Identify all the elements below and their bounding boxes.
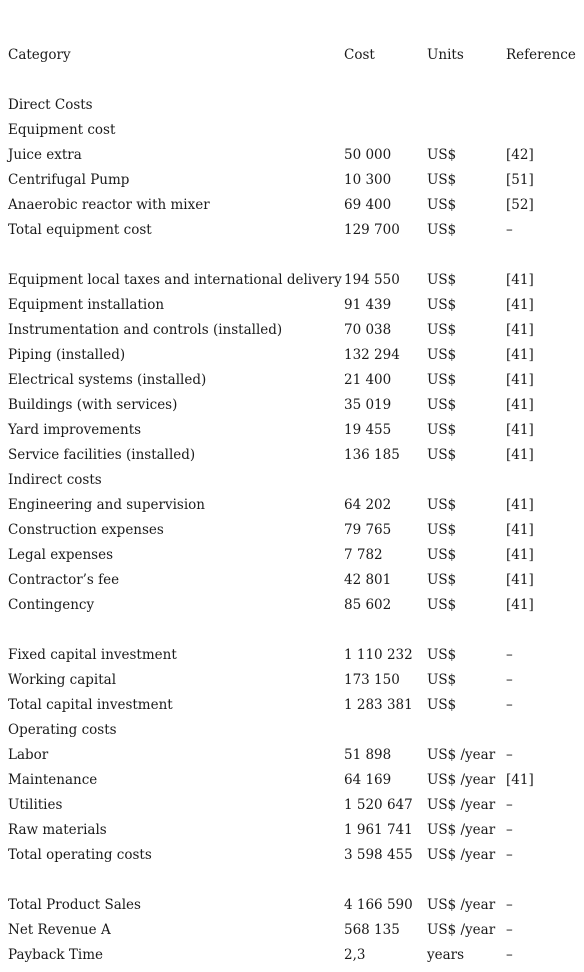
cell-category: Net Revenue A (8, 922, 111, 938)
cell-category: Instrumentation and controls (installed) (8, 322, 283, 338)
cell-reference: [42] (506, 147, 534, 163)
cell-reference: [41] (506, 397, 534, 413)
cell-units: US$ (427, 172, 457, 188)
table-row (8, 393, 580, 418)
cell-reference: – (506, 747, 513, 763)
cell-cost: 85 602 (344, 597, 392, 613)
table-row (8, 118, 580, 143)
header-reference: Reference (506, 47, 576, 63)
cell-category: Total capital investment (8, 697, 173, 713)
cell-reference (506, 243, 580, 268)
cell-cost: 91 439 (344, 297, 392, 313)
cell-category: Construction expenses (8, 522, 164, 538)
cell-category: Working capital (8, 672, 117, 688)
cell-category: Direct Costs (8, 97, 93, 113)
cell-reference: [51] (506, 172, 534, 188)
cell-category: Utilities (8, 797, 63, 813)
cell-cost: 69 400 (344, 197, 392, 213)
cell-category: Anaerobic reactor with mixer (8, 197, 210, 213)
cell-units: US$ /year (427, 847, 496, 863)
cell-category: Payback Time (8, 947, 103, 963)
cell-reference: [41] (506, 372, 534, 388)
cell-reference: – (506, 797, 513, 813)
cell-cost: 1 283 381 (344, 697, 413, 713)
cell-units: US$ (427, 647, 457, 663)
cell-category (8, 243, 344, 268)
cell-cost: 19 455 (344, 422, 392, 438)
cell-category: Indirect costs (8, 472, 102, 488)
cell-cost: 7 782 (344, 547, 383, 563)
cell-cost: 42 801 (344, 572, 392, 588)
cell-cost (344, 118, 427, 143)
cell-reference: [41] (506, 522, 534, 538)
cell-units: US$ (427, 497, 457, 513)
cell-cost: 173 150 (344, 672, 400, 688)
table-row (8, 868, 580, 893)
cell-cost (344, 718, 427, 743)
cell-category: Total equipment cost (8, 222, 152, 238)
cost-table (8, 43, 580, 968)
cell-reference: [52] (506, 197, 534, 213)
cell-reference: – (506, 647, 513, 663)
cell-category: Contingency (8, 597, 95, 613)
cell-category: Fixed capital investment (8, 647, 177, 663)
table-row (8, 318, 580, 343)
table-body (8, 68, 580, 968)
cell-cost: 1 520 647 (344, 797, 413, 813)
cell-cost (344, 68, 427, 93)
cell-category: Equipment installation (8, 297, 165, 313)
cell-units: US$ (427, 597, 457, 613)
cell-category: Equipment cost (8, 122, 116, 138)
cell-reference (506, 118, 580, 143)
cell-units (427, 468, 506, 493)
cell-cost (344, 93, 427, 118)
cell-units: US$ (427, 522, 457, 538)
cell-units: US$ /year (427, 797, 496, 813)
cell-units (427, 118, 506, 143)
table-row (8, 218, 580, 243)
cell-reference (506, 68, 580, 93)
cell-cost: 21 400 (344, 372, 392, 388)
cell-cost: 136 185 (344, 447, 400, 463)
cell-cost: 568 135 (344, 922, 400, 938)
cell-units: US$ (427, 372, 457, 388)
cell-reference: [41] (506, 597, 534, 613)
cell-cost: 129 700 (344, 222, 400, 238)
cell-category: Buildings (with services) (8, 397, 178, 413)
cell-units (427, 243, 506, 268)
cell-cost: 51 898 (344, 747, 392, 763)
header-row (8, 43, 580, 68)
cell-category: Raw materials (8, 822, 107, 838)
table-row (8, 793, 580, 818)
table-row (8, 943, 580, 968)
table-row (8, 743, 580, 768)
cell-cost: 1 110 232 (344, 647, 413, 663)
table-row (8, 768, 580, 793)
cell-reference: – (506, 822, 513, 838)
header-units: Units (427, 47, 464, 63)
table-row (8, 543, 580, 568)
cell-cost: 64 169 (344, 772, 392, 788)
table-row (8, 193, 580, 218)
cell-units (427, 93, 506, 118)
cell-cost: 2,3 (344, 947, 366, 963)
cell-reference: [41] (506, 497, 534, 513)
cell-category: Centrifugal Pump (8, 172, 130, 188)
cell-units: US$ /year (427, 747, 496, 763)
cell-category: Service facilities (installed) (8, 447, 196, 463)
table-row (8, 368, 580, 393)
cell-category: Labor (8, 747, 49, 763)
cell-units: US$ (427, 672, 457, 688)
cell-cost: 79 765 (344, 522, 392, 538)
table-row (8, 443, 580, 468)
cell-units: US$ (427, 147, 457, 163)
table-row (8, 468, 580, 493)
cell-reference: [41] (506, 272, 534, 288)
cell-reference: – (506, 847, 513, 863)
table-row (8, 918, 580, 943)
cell-units: US$ /year (427, 822, 496, 838)
cell-category: Contractor’s fee (8, 572, 120, 588)
cell-reference: [41] (506, 547, 534, 563)
cell-reference: [41] (506, 297, 534, 313)
cell-cost (344, 868, 427, 893)
table-header (8, 43, 580, 68)
table-row (8, 268, 580, 293)
cell-units (427, 718, 506, 743)
cell-reference (506, 93, 580, 118)
cell-category: Total operating costs (8, 847, 152, 863)
cell-units (427, 868, 506, 893)
cell-category: Operating costs (8, 722, 117, 738)
cell-units: US$ (427, 322, 457, 338)
cell-units: years (427, 947, 465, 963)
cell-cost: 50 000 (344, 147, 392, 163)
table-row (8, 568, 580, 593)
cell-units (427, 68, 506, 93)
cell-cost: 10 300 (344, 172, 392, 188)
table-row (8, 93, 580, 118)
cell-reference (506, 718, 580, 743)
table-row (8, 418, 580, 443)
cell-units: US$ (427, 572, 457, 588)
cell-cost: 35 019 (344, 397, 392, 413)
cell-reference: [41] (506, 572, 534, 588)
table-row (8, 818, 580, 843)
cell-units: US$ (427, 447, 457, 463)
cell-reference: – (506, 947, 513, 963)
cell-category: Legal expenses (8, 547, 114, 563)
cell-units: US$ (427, 347, 457, 363)
cell-category (8, 68, 344, 93)
cell-cost (344, 243, 427, 268)
table-row (8, 893, 580, 918)
table-row (8, 343, 580, 368)
cell-reference (506, 868, 580, 893)
table-row (8, 643, 580, 668)
cell-category: Electrical systems (installed) (8, 372, 207, 388)
table-row (8, 618, 580, 643)
cell-category: Total Product Sales (8, 897, 141, 913)
table-row (8, 143, 580, 168)
cell-units: US$ (427, 422, 457, 438)
cell-reference: [41] (506, 422, 534, 438)
cell-units: US$ (427, 397, 457, 413)
table-row (8, 493, 580, 518)
cell-category: Piping (installed) (8, 347, 126, 363)
table-row (8, 693, 580, 718)
cell-cost (344, 468, 427, 493)
cell-reference: – (506, 922, 513, 938)
cell-reference (506, 468, 580, 493)
cell-cost: 64 202 (344, 497, 392, 513)
table-row (8, 593, 580, 618)
cell-cost: 70 038 (344, 322, 392, 338)
cell-category (8, 868, 344, 893)
table-row (8, 668, 580, 693)
cell-units: US$ (427, 297, 457, 313)
cell-reference: – (506, 222, 513, 238)
cell-reference: – (506, 697, 513, 713)
cell-reference: [41] (506, 447, 534, 463)
table-row (8, 718, 580, 743)
cell-reference: [41] (506, 772, 534, 788)
cell-units: US$ /year (427, 922, 496, 938)
cell-units: US$ (427, 272, 457, 288)
cell-category: Engineering and supervision (8, 497, 205, 513)
cell-category: Equipment local taxes and international delivery (8, 272, 342, 288)
cell-cost: 132 294 (344, 347, 400, 363)
cell-category: Yard improvements (8, 422, 142, 438)
cell-reference (506, 618, 580, 643)
cell-units: US$ /year (427, 772, 496, 788)
header-cost: Cost (344, 47, 375, 63)
table-row (8, 293, 580, 318)
table-row (8, 68, 580, 93)
cell-category (8, 618, 344, 643)
cell-reference: – (506, 897, 513, 913)
cell-cost: 1 961 741 (344, 822, 413, 838)
table-row (8, 843, 580, 868)
cell-cost: 4 166 590 (344, 897, 413, 913)
cell-reference: [41] (506, 322, 534, 338)
cell-category: Juice extra (8, 147, 82, 163)
cell-cost (344, 618, 427, 643)
cell-cost: 3 598 455 (344, 847, 413, 863)
cell-units (427, 618, 506, 643)
cell-cost: 194 550 (344, 272, 400, 288)
header-category: Category (8, 47, 71, 63)
cell-units: US$ /year (427, 897, 496, 913)
table-row (8, 518, 580, 543)
cell-category: Maintenance (8, 772, 98, 788)
cell-reference: [41] (506, 347, 534, 363)
cell-units: US$ (427, 197, 457, 213)
cell-units: US$ (427, 547, 457, 563)
table-row (8, 243, 580, 268)
cell-reference: – (506, 672, 513, 688)
table-row (8, 168, 580, 193)
cell-units: US$ (427, 222, 457, 238)
cell-units: US$ (427, 697, 457, 713)
